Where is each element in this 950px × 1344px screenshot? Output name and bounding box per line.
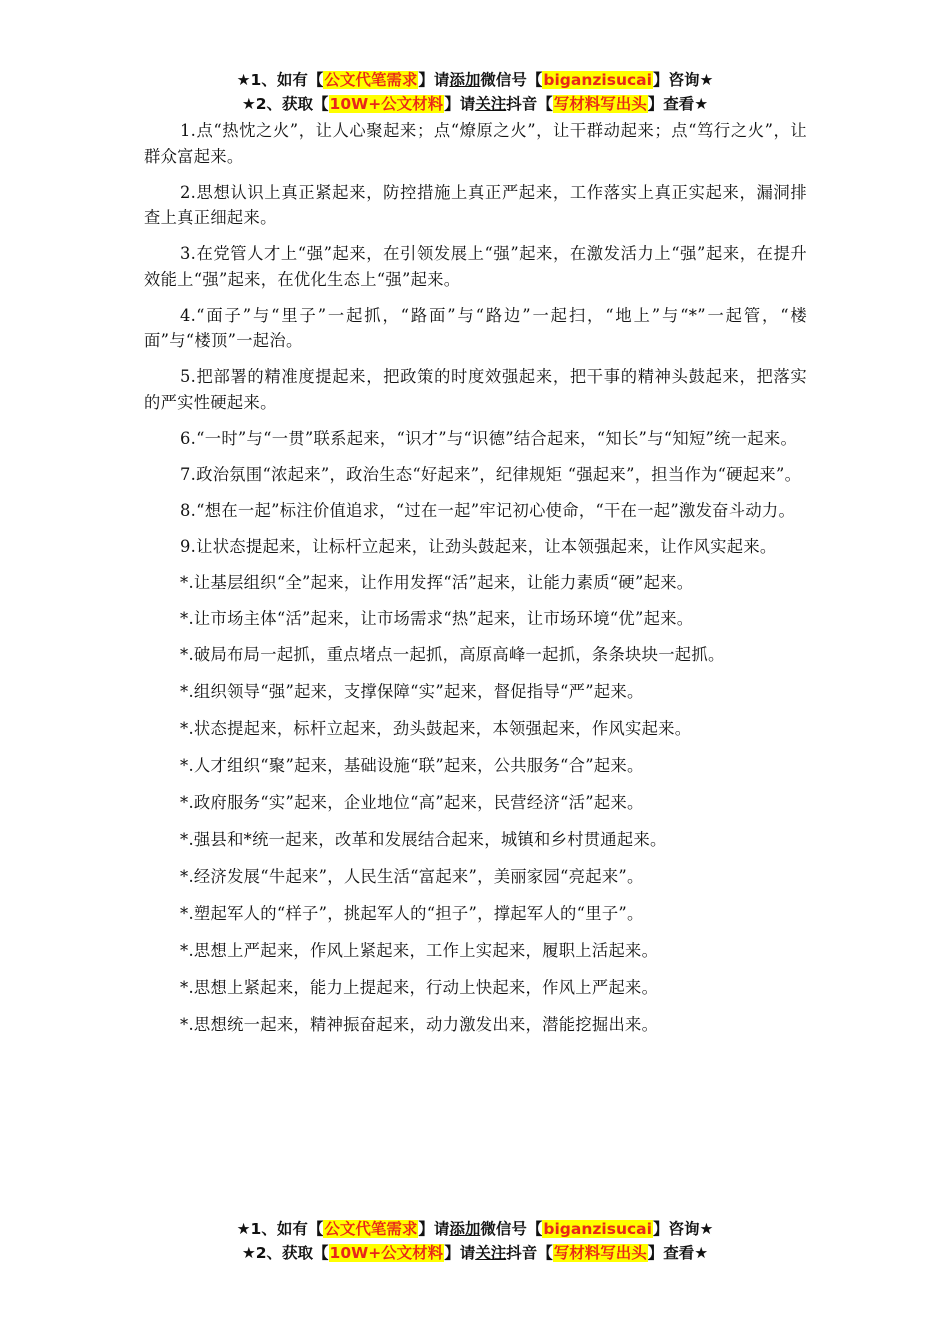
paragraph: *.让市场主体“活”起来，让市场需求“热”起来，让市场环境“优”起来。 (180, 608, 694, 628)
promo-highlight: 10W+公文材料 (329, 95, 444, 113)
promo-line-2 (0, 92, 950, 116)
promo-highlight: 公文代笔需求 (324, 71, 418, 89)
promo-highlight: biganzisucai (543, 1220, 652, 1238)
promo-text: 抖音【 (506, 1244, 553, 1262)
promo-text: 】请 (444, 1244, 476, 1262)
promo-text: 微信号【 (480, 71, 543, 89)
promo-highlight: 公文代笔需求 (324, 1220, 418, 1238)
paragraph: 2.思想认识上真正紧起来，防控措施上真正严起来，工作落实上真正实起来，漏洞排查上真正细起来。 (144, 182, 807, 227)
promo-header (0, 68, 950, 116)
promo-text: 】查看★ (647, 95, 709, 113)
paragraph: *.人才组织“聚”起来，基础设施“联”起来，公共服务“合”起来。 (180, 755, 644, 775)
promo-text: 抖音【 (506, 95, 553, 113)
promo-text: 微信号【 (480, 1220, 543, 1238)
paragraph: *.强县和*统一起来，改革和发展结合起来，城镇和乡村贯通起来。 (180, 829, 667, 849)
paragraph: 6.“一时”与“一贯”联系起来，“识才”与“识德”结合起来，“知长”与“知短”统一起来。 (180, 428, 798, 448)
paragraph: 9.让状态提起来，让标杆立起来，让劲头鼓起来，让本领强起来，让作风实起来。 (180, 536, 777, 556)
promo-text: ★1、如有【 (236, 1220, 324, 1238)
promo-text: 】请 (418, 71, 450, 89)
promo-highlight: biganzisucai (543, 71, 652, 89)
paragraph: 8.“想在一起”标注价值追求，“过在一起”牢记初心使命，“干在一起”激发奋斗动力。 (180, 500, 796, 520)
paragraph: *.破局布局一起抓，重点堵点一起抓，高原高峰一起抓，条条块块一起抓。 (180, 644, 725, 664)
paragraph: *.政府服务“实”起来，企业地位“高”起来，民营经济“活”起来。 (180, 792, 644, 812)
promo-footer (0, 1217, 950, 1265)
promo-text: 】查看★ (647, 1244, 709, 1262)
paragraph: *.思想上紧起来，能力上提起来，行动上快起来，作风上严起来。 (180, 977, 659, 997)
paragraph: 3.在党管人才上“强”起来，在引领发展上“强”起来，在激发活力上“强”起来，在提升效能上“强”起来，在优化生态上“强”起来。 (144, 244, 807, 289)
promo-highlight: 写材料写出头 (553, 1244, 647, 1262)
promo-text: 】咨询★ (652, 1220, 714, 1238)
document-body (144, 118, 807, 1049)
promo-line-2 (0, 1241, 950, 1265)
paragraph: 5.把部署的精准度提起来，把政策的时度效强起来，把干事的精神头鼓起来，把落实的严实性硬起来。 (144, 367, 807, 412)
promo-text: 】请 (444, 95, 476, 113)
promo-highlight: 写材料写出头 (553, 95, 647, 113)
paragraph: 1.点“热忱之火”，让人心聚起来；点“燎原之火”，让干群动起来；点“笃行之火”，让群众富起来。 (144, 121, 807, 166)
promo-underlined: 关注 (475, 95, 507, 113)
promo-underlined: 关注 (475, 1244, 507, 1262)
promo-text: 】咨询★ (652, 71, 714, 89)
promo-underlined: 添加 (449, 71, 481, 89)
paragraph: *.思想统一起来，精神振奋起来，动力激发出来，潜能挖掘出来。 (180, 1014, 659, 1034)
paragraph: 4.“面子”与“里子”一起抓，“路面”与“路边”一起扫，“地上”与“*”一起管，“楼面”与“楼顶”一起治。 (144, 305, 807, 350)
paragraph: *.塑起军人的“样子”，挑起军人的“担子”，撑起军人的“里子”。 (180, 903, 644, 923)
promo-text: ★1、如有【 (236, 71, 324, 89)
promo-text: ★2、获取【 (241, 1244, 329, 1262)
promo-line-1 (0, 1217, 950, 1241)
promo-highlight: 10W+公文材料 (329, 1244, 444, 1262)
promo-text: ★2、获取【 (241, 95, 329, 113)
paragraph: 7.政治氛围“浓起来”，政治生态“好起来”，纪律规矩 “强起来”，担当作为“硬起来”。 (180, 464, 802, 484)
paragraph: *.思想上严起来，作风上紧起来，工作上实起来，履职上活起来。 (180, 940, 659, 960)
paragraph: *.组织领导“强”起来，支撑保障“实”起来，督促指导“严”起来。 (180, 681, 644, 701)
promo-text: 】请 (418, 1220, 450, 1238)
paragraph: *.让基层组织“全”起来，让作用发挥“活”起来，让能力素质“硬”起来。 (180, 572, 694, 592)
paragraph: *.经济发展“牛起来”，人民生活“富起来”，美丽家园“亮起来”。 (180, 866, 644, 886)
paragraph: *.状态提起来，标杆立起来，劲头鼓起来，本领强起来，作风实起来。 (180, 718, 692, 738)
promo-underlined: 添加 (449, 1220, 481, 1238)
promo-line-1 (0, 68, 950, 92)
